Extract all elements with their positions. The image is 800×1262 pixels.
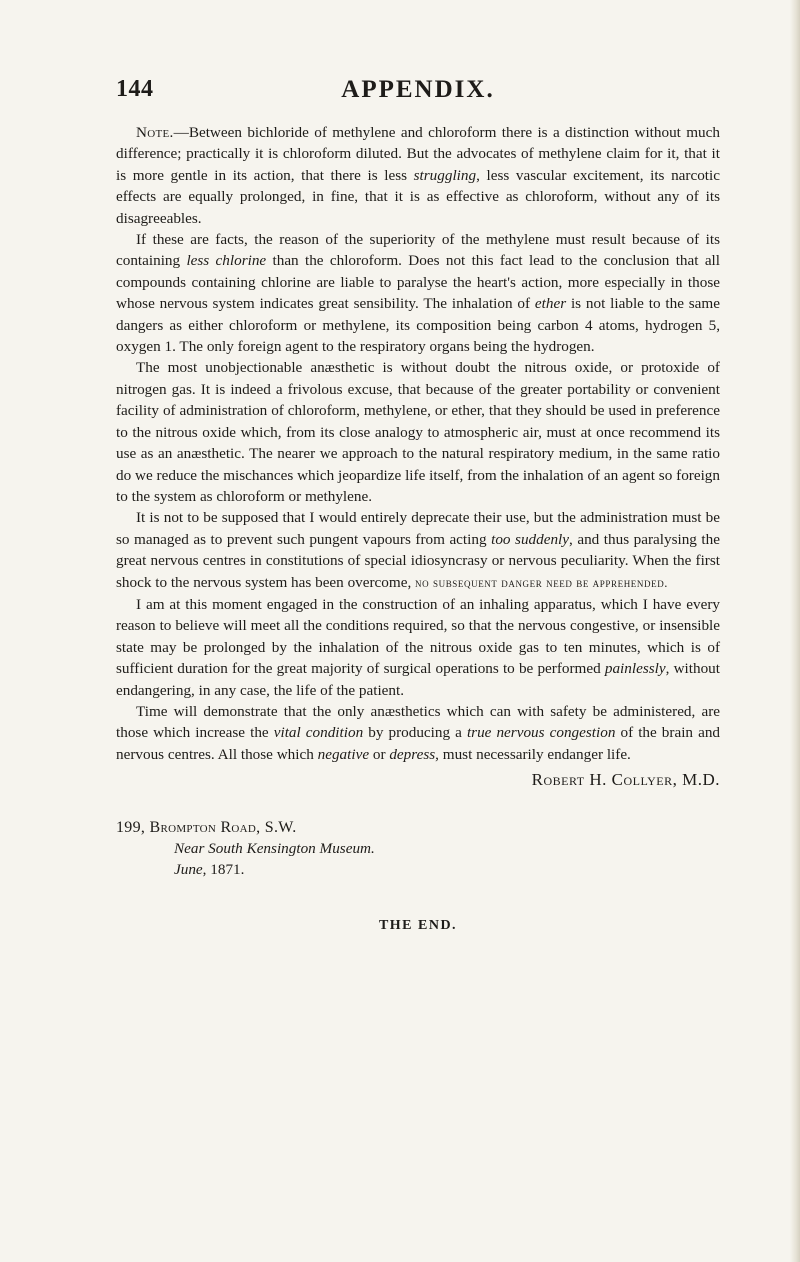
- text-run: , less vascular excitement, its narcotic effects are equally prolonged, in fine, that it is as effective as chloroform, without any of its disagreeables.: [116, 166, 720, 227]
- body-text: [116, 122, 720, 881]
- author-address: [116, 817, 720, 881]
- text-run: is not liable to the same dangers as either chloroform or methylene, its composition being carbon 4 atoms, hydrogen 5, oxygen 1. The only foreign agent to the respiratory organs being the hydrogen.: [116, 295, 720, 356]
- text-run: , must necessarily endanger life.: [435, 745, 631, 763]
- paragraph-note: [116, 122, 720, 229]
- text-run: or: [369, 745, 390, 763]
- text-run: of the brain and nervous centres. All those which: [116, 724, 721, 763]
- date-year: , 1871.: [202, 861, 245, 879]
- address-date: [116, 859, 720, 880]
- the-end-label: THE END.: [378, 918, 458, 933]
- italic-run: ether: [534, 295, 567, 313]
- italic-run: too suddenly: [491, 530, 570, 548]
- italic-run: painlessly: [604, 660, 666, 678]
- paragraph: [116, 594, 720, 701]
- italic-run: struggling: [413, 166, 477, 184]
- page-number: 144: [116, 76, 154, 102]
- text-run: than the chloroform. Does not this fact lead to the conclusion that all compounds containing chlorine are liable to paralyse the heart's action, more especially in those whose nervous system indicates great sensibility. The inhalation of: [116, 252, 720, 313]
- page-edge-shadow: [790, 0, 800, 1262]
- text-run: , and thus paralysing the great nervous centres in constitutions of special idiosyncrasy or nervous peculiarity. When the first shock to the nervous system has been overcome,: [116, 530, 720, 591]
- italic-run: vital condition: [273, 724, 364, 742]
- text-run: I am at this moment engaged in the construction of an inhaling apparatus, which I have every reason to believe will meet all the conditions required, so that the nervous congestive, or insensible state may be prolonged by the inhalation of the nitrous oxide gas to ten minutes, which is of sufficient duration for the great majority of surgical operations to be performed: [116, 595, 720, 678]
- italic-run: negative: [317, 745, 370, 763]
- paragraph: [116, 701, 720, 765]
- paragraph: [116, 507, 720, 594]
- italic-run: less chlorine: [186, 252, 267, 270]
- address-landmark: Near South Kensington Museum.: [174, 840, 375, 857]
- text-run: If these are facts, the reason of the superiority of the methylene must result because of its containing: [116, 231, 720, 270]
- running-head: APPENDIX.: [341, 76, 495, 103]
- paragraph: The most unobjectionable anæsthetic is without doubt the nitrous oxide, or protoxide of nitrogen gas. It is indeed a frivolous excuse, that because of the greater portability or convenient facility of administration of chloroform, methylene, or ether, that they should be used in preference to the nitrous oxide which, from its close analogy to atmospheric air, must at once recommend its use as an anæsthetic. The nearer we approach to the natural respiratory medium, in the same ratio do we reduce the mischances which jeopardize life itself, from the inhalation of an agent so foreign to the system as chloroform or methylene.: [116, 359, 720, 505]
- text-run: —Between bichloride of methylene and chloroform there is a distinction without much difference; practically it is chloroform diluted. But the advocates of methylene claim for it, that it is more gentle in its action, that there is less: [116, 124, 720, 184]
- text-run: , without endangering, in any case, the life of the patient.: [116, 660, 720, 699]
- page-header: [116, 76, 720, 106]
- text-run: by producing a: [363, 724, 467, 742]
- italic-run: true nervous congestion: [466, 724, 616, 742]
- text-run: It is not to be supposed that I would entirely deprecate their use, but the administration must be so managed as to prevent such pungent vapours from acting: [116, 509, 720, 548]
- note-label: Note.: [136, 124, 174, 141]
- italic-run: depress: [389, 745, 436, 763]
- small-caps-run: no subsequent danger need be apprehended.: [415, 575, 669, 590]
- author-signature: Robert H. Collyer, M.D.: [531, 770, 720, 790]
- date-month: June: [174, 861, 203, 879]
- text-run: Time will demonstrate that the only anæsthetics which can with safety be administered, are those which increase the: [116, 702, 720, 742]
- address-street: 199, Brompton Road, S.W.: [116, 818, 297, 836]
- paragraph: [116, 229, 720, 357]
